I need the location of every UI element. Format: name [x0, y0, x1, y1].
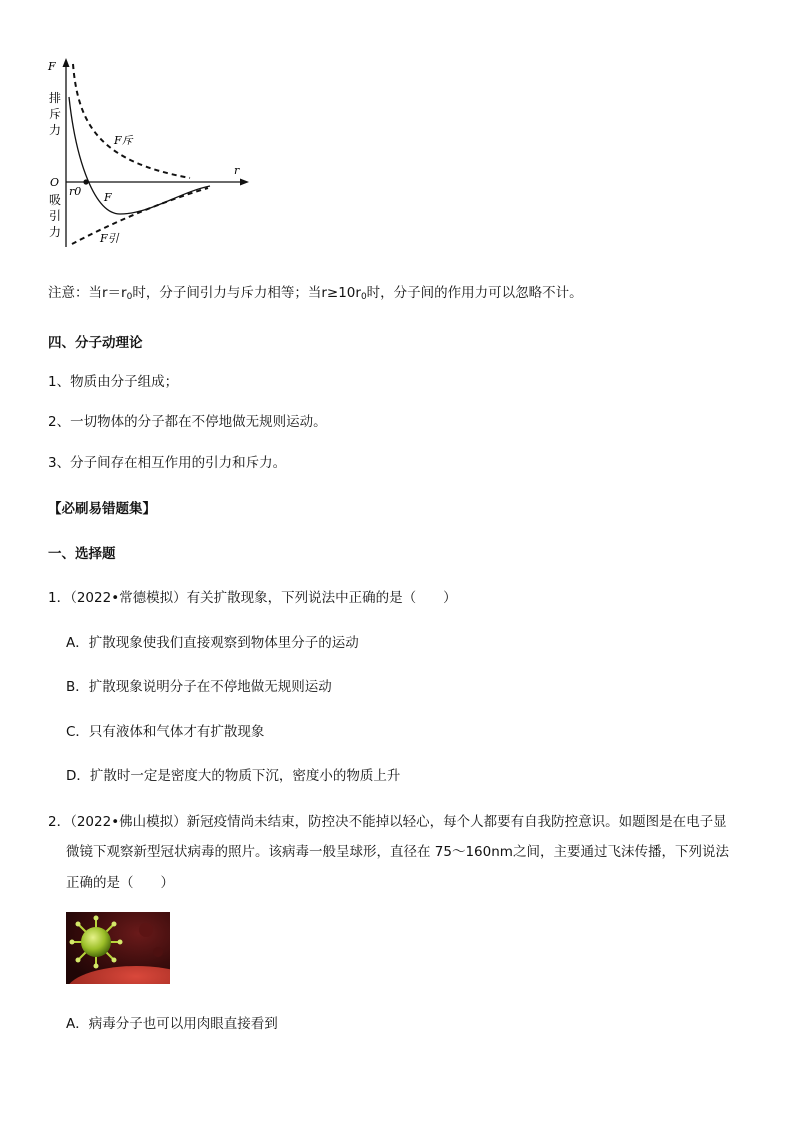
attraction-label-2: 引: [49, 209, 62, 223]
repulsion-label-1: 排: [49, 91, 62, 105]
attraction-curve: [72, 188, 208, 244]
note-text-1: 注意：当r＝r: [48, 285, 127, 301]
theory-item-2: 2、一切物体的分子都在不停地做无规则运动。: [48, 414, 327, 430]
q1-option-b[interactable]: B．扩散现象说明分子在不停地做无规则运动: [66, 679, 332, 695]
origin-label: O: [50, 176, 60, 189]
note-text-3: 时，分子间的作用力可以忽略不计。: [366, 285, 583, 301]
r-axis-arrow: [240, 179, 249, 186]
q2-option-a[interactable]: A．病毒分子也可以用肉眼直接看到: [66, 1016, 278, 1032]
f-attract-label: F引: [100, 232, 119, 245]
r-axis-label: r: [234, 164, 240, 177]
net-force-curve: [69, 97, 210, 214]
f-axis-label: F: [48, 60, 56, 73]
note-text-2: 时，分子间引力与斥力相等；当r≥10r: [132, 285, 361, 301]
f-axis-arrow: [63, 58, 70, 67]
q1-option-c[interactable]: C．只有液体和气体才有扩散现象: [66, 724, 265, 740]
note-sub-1: 0: [126, 292, 133, 302]
theory-item-1: 1、物质由分子组成；: [48, 374, 179, 390]
repulsion-curve: [73, 64, 190, 178]
r0-label: r0: [69, 185, 82, 198]
q1-option-d[interactable]: D．扩散时一定是密度大的物质下沉，密度小的物质上升: [66, 768, 401, 784]
theory-item-3: 3、分子间存在相互作用的引力和斥力。: [48, 455, 287, 471]
q1-option-a[interactable]: A．扩散现象使我们直接观察到物体里分子的运动: [66, 635, 359, 651]
molecular-force-graph: [40, 52, 270, 252]
note-sub-2: 0: [360, 292, 367, 302]
section-heading: 四、分子动理论: [48, 335, 143, 351]
part-heading: 一、选择题: [48, 546, 116, 562]
attraction-label-3: 力: [49, 225, 62, 239]
r0-point: [83, 179, 88, 184]
q2-stem-line-2: 微镜下观察新型冠状病毒的照片。该病毒一般呈球形，直径在 75～160nm之间，主要通过飞沫传播，下列说法: [66, 844, 729, 860]
repulsion-label-2: 斥: [49, 107, 62, 121]
collection-title: 【必刷易错题集】: [48, 501, 156, 517]
virus-photo: [66, 912, 170, 984]
q2-stem-line-1: 2．（2022•佛山模拟）新冠疫情尚未结束，防控决不能掉以轻心，每个人都要有自我防控意识。如题图是在电子显: [48, 814, 727, 830]
repulsion-label-3: 力: [49, 123, 62, 137]
note-line: [48, 281, 583, 302]
q2-stem-line-3: 正确的是（ ）: [66, 875, 174, 891]
attraction-label-1: 吸: [49, 193, 62, 207]
f-repulse-label: F斥: [114, 134, 133, 147]
f-net-label: F: [104, 191, 112, 204]
q1-stem: 1．（2022•常德模拟）有关扩散现象，下列说法中正确的是（ ）: [48, 590, 457, 606]
